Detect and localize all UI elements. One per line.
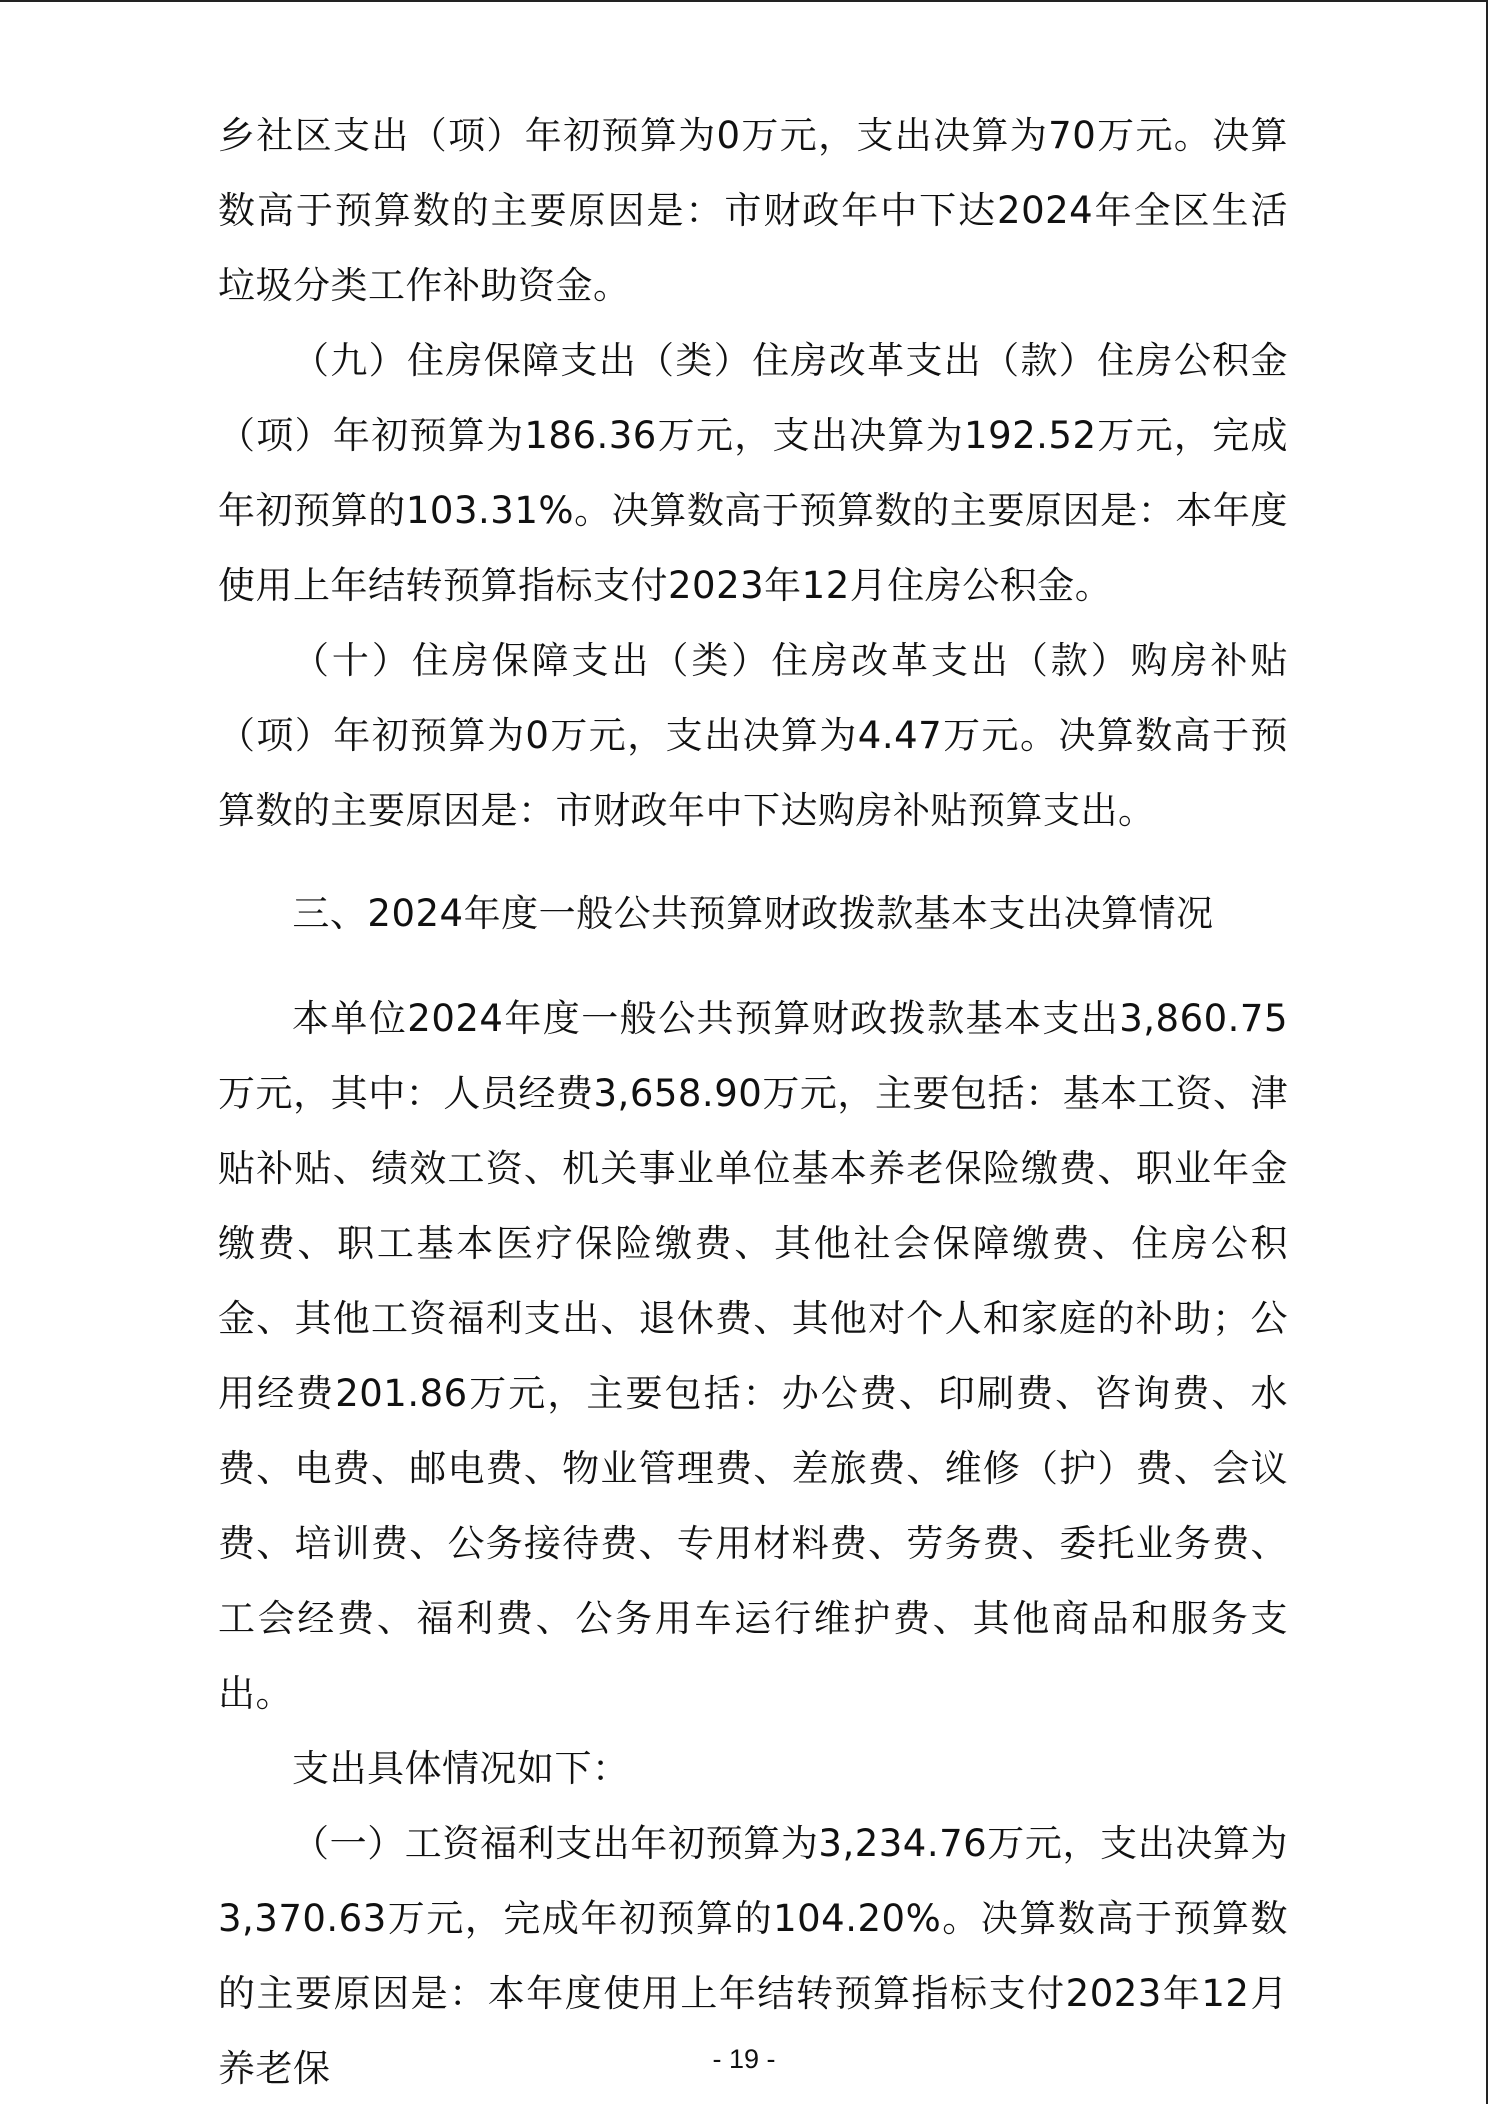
document-body bbox=[218, 98, 1288, 2106]
paragraph-details-intro: 支出具体情况如下： bbox=[292, 1747, 630, 1790]
paragraph-item-10: （十）住房保障支出（类）住房改革支出（款）购房补贴（项）年初预算为0万元，支出决算为4.47万元。决算数高于预算数的主要原因是：市财政年中下达购房补贴预算支出。 bbox=[218, 639, 1288, 832]
section-heading: 三、2024年度一般公共预算财政拨款基本支出决算情况 bbox=[292, 892, 1214, 935]
paragraph-continuation: 乡社区支出（项）年初预算为0万元，支出决算为70万元。决算数高于预算数的主要原因是：市财政年中下达2024年全区生活垃圾分类工作补助资金。 bbox=[218, 114, 1288, 307]
paragraph-basic-expenditure: 本单位2024年度一般公共预算财政拨款基本支出3,860.75万元，其中：人员经费3,658.90万元，主要包括：基本工资、津贴补贴、绩效工资、机关事业单位基本养老保险缴费、职业年金缴费、职工基本医疗保险缴费、其他社会保障缴费、住房公积金、其他工资福利支出、退休费、其他对个人和家庭的补助；公用经费201.86万元，主要包括：办公费、印刷费、咨询费、水费、电费、邮电费、物业管理费、差旅费、维修（护）费、会议费、培训费、公务接待费、专用材料费、劳务费、委托业务费、工会经费、福利费、公务用车运行维护费、其他商品和服务支出。 bbox=[218, 997, 1288, 1715]
paragraph-item-9: （九）住房保障支出（类）住房改革支出（款）住房公积金（项）年初预算为186.36万元，支出决算为192.52万元，完成年初预算的103.31%。决算数高于预算数的主要原因是：本年度使用上年结转预算指标支付2023年12月住房公积金。 bbox=[218, 339, 1288, 607]
paragraph-item-1: （一）工资福利支出年初预算为3,234.76万元，支出决算为3,370.63万元，完成年初预算的104.20%。决算数高于预算数的主要原因是：本年度使用上年结转预算指标支付2023年12月养老保 bbox=[218, 1822, 1288, 2090]
page-number: - 19 - bbox=[712, 2044, 776, 2074]
